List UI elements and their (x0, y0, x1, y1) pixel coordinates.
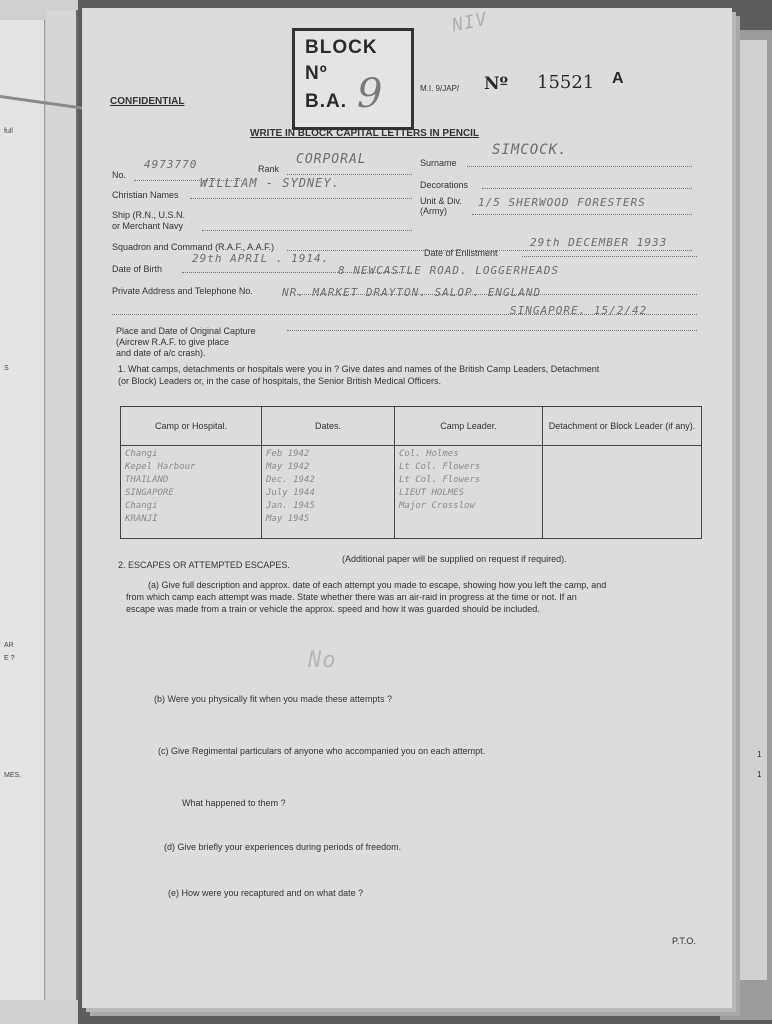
pto-label: P.T.O. (672, 936, 696, 946)
instruction-text: WRITE IN BLOCK CAPITAL LETTERS IN PENCIL (250, 128, 480, 139)
capture-label-2: (Aircrew R.A.F. to give place (116, 337, 230, 347)
capture-label-3: and date of a/c crash). (116, 348, 206, 358)
unit-label: Unit & Div. (420, 196, 462, 206)
column-header: Camp Leader. (395, 407, 543, 446)
section1-question-2: (or Block) Leaders or, in the case of hospitals, the Senior British Medical Officers. (118, 376, 441, 386)
margin-fragment: S (4, 365, 9, 372)
question-2a-line3: escape was made from a train or vehicle the approx. speed and how it was guarded should be included. (126, 604, 540, 614)
table-header-row (121, 407, 702, 446)
camps-table (120, 406, 702, 539)
camp-entry: Changi (125, 449, 158, 459)
detachment-cell (543, 446, 702, 539)
capture-value: SINGAPORE. 15/2/42 (510, 304, 648, 317)
rank-value: CORPORAL (296, 152, 367, 167)
document-sheet (82, 8, 732, 1008)
decorations-label: Decorations (420, 180, 469, 190)
binder-strip-inner (46, 10, 78, 1000)
address-value-line2: NR. MARKET DRAYTON. SALOP. ENGLAND (282, 286, 542, 299)
dotted-line (202, 230, 412, 231)
enlistment-value: 29th DECEMBER 1933 (530, 236, 668, 249)
unit-label-2: (Army) (420, 206, 447, 216)
address-value-line1: 8 NEWCASTLE ROAD. LOGGERHEADS (338, 264, 560, 277)
leader-entry: LIEUT HOLMES (399, 488, 465, 498)
question-2a: (a) Give full description and approx. date of each attempt you made to escape, showing how you left the camp, and (148, 580, 607, 590)
dob-value: 29th APRIL . 1914. (192, 252, 330, 265)
section2-note: (Additional paper will be supplied on request if required). (342, 554, 567, 564)
date-entry: Jan. 1945 (266, 501, 315, 511)
leader-entry: Col. Holmes (399, 449, 459, 459)
leader-entry: Lt Col. Flowers (399, 462, 481, 472)
column-header: Detachment or Block Leader (if any). (543, 407, 702, 446)
ship-label: Ship (R.N., U.S.N. (112, 210, 186, 220)
dotted-line (287, 330, 697, 331)
enlistment-label: Date of Enlistment (424, 248, 498, 258)
question-2a-line2: from which camp each attempt was made. State whether there was an air-raid in progress at the time or not. If an (126, 592, 577, 602)
column-header: Camp or Hospital. (121, 407, 262, 446)
leader-entry: Lt Col. Flowers (399, 475, 481, 485)
camp-cell (121, 446, 262, 539)
leader-entry: Major Crosslow (399, 501, 475, 511)
camp-entry: Changi (125, 501, 158, 511)
dotted-line (190, 198, 412, 199)
camp-entry: SINGAPORE (125, 488, 174, 498)
squadron-label: Squadron and Command (R.A.F., A.A.F.) (112, 242, 275, 252)
christian-names-value: WILLIAM - SYDNEY. (200, 176, 340, 190)
margin-fragment: MES. (4, 772, 22, 779)
margin-fragment: full (4, 128, 13, 135)
section2-heading: 2. ESCAPES OR ATTEMPTED ESCAPES. (118, 560, 290, 570)
question-2c: (c) Give Regimental particulars of anyone who accompanied you on each attempt. (158, 746, 486, 756)
top-scribble: NIV (450, 8, 490, 37)
question-2c-followup: What happened to them ? (182, 798, 286, 808)
capture-label: Place and Date of Original Capture (116, 326, 256, 336)
date-entry: Dec. 1942 (266, 475, 315, 485)
stamp-line: BLOCK (305, 37, 378, 58)
question-2d: (d) Give briefly your experiences during periods of freedom. (164, 842, 402, 852)
dotted-line (472, 214, 692, 215)
answer-2a: No (308, 648, 337, 673)
date-entry: May 1942 (266, 462, 310, 472)
block-stamp (292, 28, 414, 130)
binder-left (0, 0, 78, 1024)
margin-fragment: E ? (4, 655, 15, 662)
no-label: No. (112, 170, 127, 180)
dotted-line (522, 256, 697, 257)
surname-value: SIMCOCK. (492, 142, 568, 158)
section1-question: 1. What camps, detachments or hospitals were you in ? Give dates and names of the British Camp Leaders, Detachment (118, 364, 600, 374)
binder-strip (0, 20, 45, 1000)
margin-fragment: AR (4, 642, 14, 649)
dotted-line (482, 188, 692, 189)
dob-label: Date of Birth (112, 264, 163, 274)
unit-value: 1/5 SHERWOOD FORESTERS (478, 196, 646, 209)
dotted-line (467, 166, 692, 167)
date-entry: May 1945 (266, 514, 310, 524)
surname-label: Surname (420, 158, 457, 168)
ref-label: M.I. 9/JAP/ (420, 84, 460, 93)
christian-names-label: Christian Names (112, 190, 179, 200)
camp-entry: THAILAND (125, 475, 169, 485)
no-value: 4973770 (144, 158, 198, 171)
stamp-handwritten-number: 9 (357, 71, 383, 117)
ship-label-2: or Merchant Navy (112, 221, 184, 231)
document-number: 15521 (537, 72, 595, 93)
leader-cell (395, 446, 543, 539)
margin-fragment: 1 (757, 750, 762, 759)
confidential-label: CONFIDENTIAL (110, 96, 185, 107)
camp-entry: Kepel Harbour (125, 462, 196, 472)
stamp-line: B.A. (305, 91, 347, 112)
table-row (121, 446, 702, 539)
number-label: Nº (484, 74, 509, 94)
margin-fragment: 1 (757, 770, 762, 779)
dotted-line (287, 174, 412, 175)
question-2b: (b) Were you physically fit when you made these attempts ? (154, 694, 392, 704)
number-suffix: A (612, 70, 624, 87)
rank-label: Rank (258, 164, 280, 174)
column-header: Dates. (262, 407, 395, 446)
date-entry: Feb 1942 (266, 449, 310, 459)
address-label: Private Address and Telephone No. (112, 286, 253, 296)
stamp-line: Nº (305, 63, 328, 84)
camp-entry: KRANJI (125, 514, 158, 524)
question-2e: (e) How were you recaptured and on what date ? (168, 888, 364, 898)
date-entry: July 1944 (266, 488, 315, 498)
page-edge-right (726, 40, 767, 980)
dates-cell (262, 446, 395, 539)
